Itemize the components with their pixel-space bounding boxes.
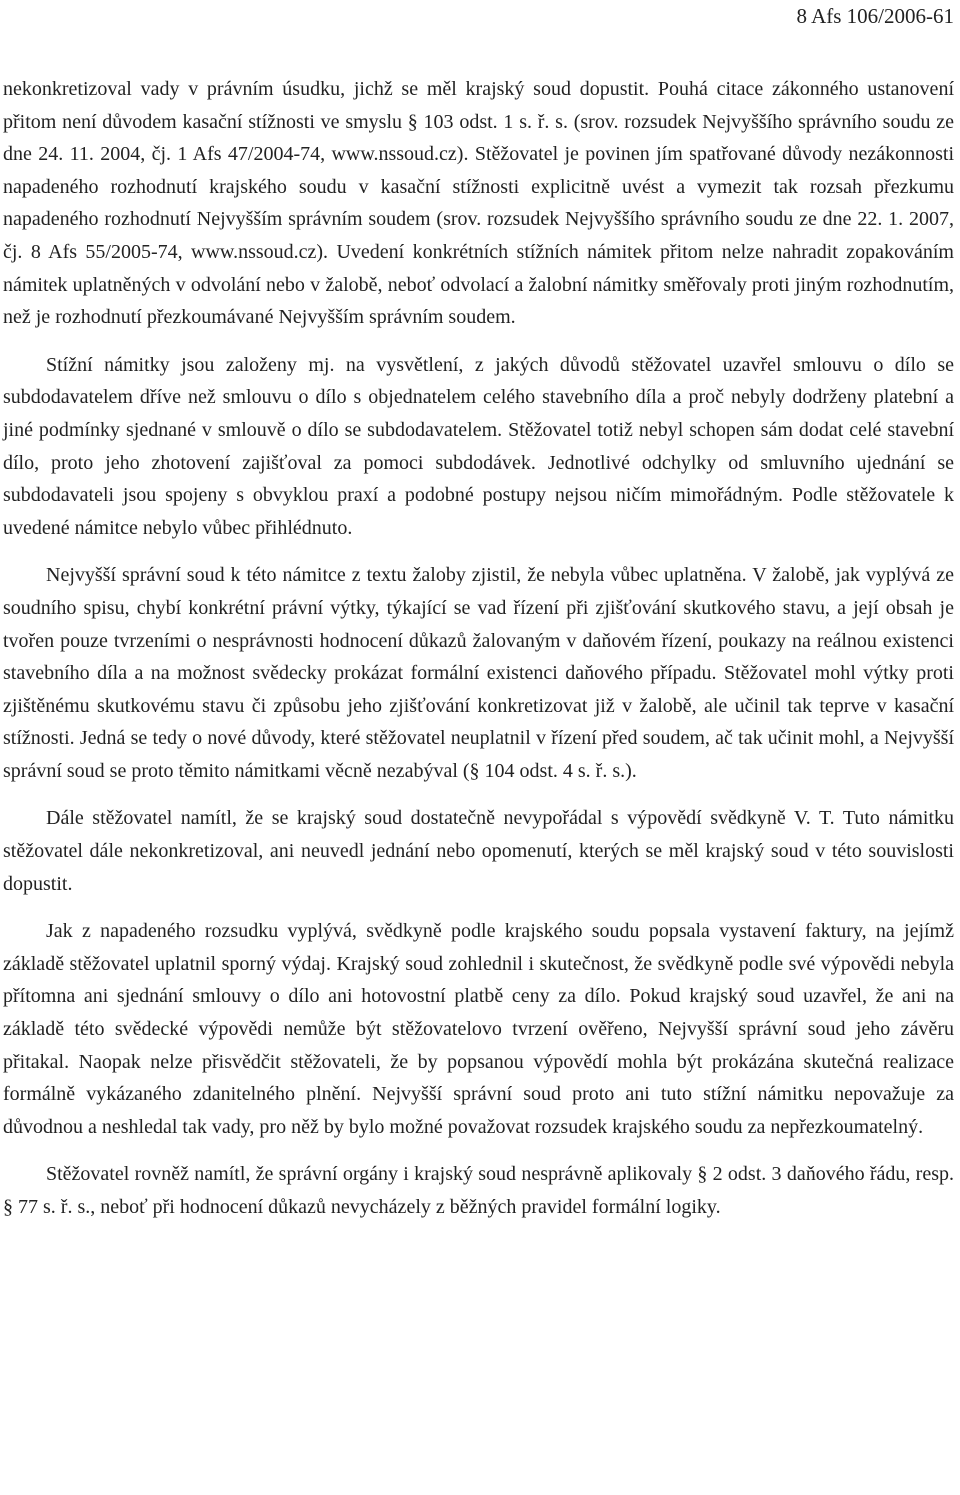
paragraph-3: Nejvyšší správní soud k této námitce z textu žaloby zjistil, že nebyla vůbec uplatněna. V žalobě, jak vyplývá ze soudního spisu, chybí konkrétní právní výtky, týkající se vad řízení při zjišťování skutkového stavu, a její obsah je tvořen pouze tvrzeními o nesprávnosti hodnocení důkazů žalovaným v daňovém řízení, poukazy na reálnou existenci stavebního díla a na možnost svědecky prokázat formální existenci daňového případu. Stěžovatel mohl výtky proti zjištěnému skutkovému stavu či způsobu jeho zjišťování konkretizovat již v žalobě, ale učinil tak teprve v kasační stížnosti. Jedná se tedy o nové důvody, které stěžovatel neuplatnil v řízení před soudem, ač tak učinit mohl, a Nejvyšší správní soud se proto těmito námitkami věcně nezabýval (§ 104 odst. 4 s. ř. s.). <box>3 564 954 782</box>
case-reference: 8 Afs 106/2006-61 <box>796 4 954 28</box>
paragraph-5: Jak z napadeného rozsudku vyplývá, svědkyně podle krajského soudu popsala vystavení faktury, na jejímž základě stěžovatel uplatnil sporný výdaj. Krajský soud zohlednil i skutečnost, že svědkyně podle své výpovědi nebyla přítomna ani sjednání smlouvy o dílo ani hotovostní platbě ceny za dílo. Pokud krajský soud uzavřel, že ani na základě této svědecké výpovědi nemůže být stěžovatelovo tvrzení ověřeno, Nejvyšší správní soud jeho závěru přitakal. Naopak nelze přisvědčit stěžovateli, že by popsanou výpovědí mohla být prokázána skutečná realizace formálně vykázaného zdanitelného plnění. Nejvyšší správní soud proto ani tuto stížní námitku nepovažuje za důvodnou a neshledal tak vady, pro něž by bylo možné považovat rozsudek krajského soudu za nepřezkoumatelný. <box>3 920 954 1138</box>
paragraph-4: Dále stěžovatel namítl, že se krajský soud dostatečně nevypořádal s výpovědí svědkyně V. T. Tuto námitku stěžovatel dále nekonkretizoval, ani neuvedl jednání nebo opomenutí, kterých se měl krajský soud v této souvislosti dopustit. <box>3 807 954 895</box>
paragraph-6: Stěžovatel rovněž namítl, že správní orgány i krajský soud nesprávně aplikovaly § 2 odst. 3 daňového řádu, resp. § 77 s. ř. s., neboť při hodnocení důkazů nevycházely z běžných pravidel formální logiky. <box>3 1163 954 1218</box>
paragraph-1: nekonkretizoval vady v právním úsudku, jichž se měl krajský soud dopustit. Pouhá citace zákonného ustanovení přitom není důvodem kasační stížnosti ve smyslu § 103 odst. 1 s. ř. s. (srov. rozsudek Nejvyššího správního soudu ze dne 24. 11. 2004, čj. 1 Afs 47/2004-74, www.nssoud.cz). Stěžovatel je povinen jím spatřované důvody nezákonnosti napadeného rozhodnutí krajského soudu v kasační stížnosti explicitně uvést a vymezit tak rozsah přezkumu napadeného rozhodnutí Nejvyšším správním soudem (srov. rozsudek Nejvyššího správního soudu ze dne 22. 1. 2007, čj. 8 Afs 55/2005-74, www.nssoud.cz). Uvedení konkrétních stížních námitek přitom nelze nahradit zopakováním námitek uplatněných v odvolání nebo v žalobě, neboť odvolací a žalobní námitky směřovaly proti jiným rozhodnutím, než je rozhodnutí přezkoumávané Nejvyšším správním soudem. <box>3 78 954 329</box>
paragraph-2: Stížní námitky jsou založeny mj. na vysvětlení, z jakých důvodů stěžovatel uzavřel smlouvu o dílo se subdodavatelem dříve než smlouvu o dílo s objednatelem celého stavebního díla a proč nebyly dodrženy platební a jiné podmínky sjednané v smlouvě o dílo se subdodavatelem. Stěžovatel totiž nebyl schopen sám dodat celé stavební dílo, proto jeho zhotovení zajišťoval za pomoci subdodávek. Jednotlivé odchylky od smluvního ujednání se subdodavateli jsou spojeny s obvyklou praxí a podobné postupy nejsou ničím mimořádným. Podle stěžovatele k uvedené námitce nebylo vůbec přihlédnuto. <box>3 353 954 539</box>
document-body <box>3 73 954 1224</box>
